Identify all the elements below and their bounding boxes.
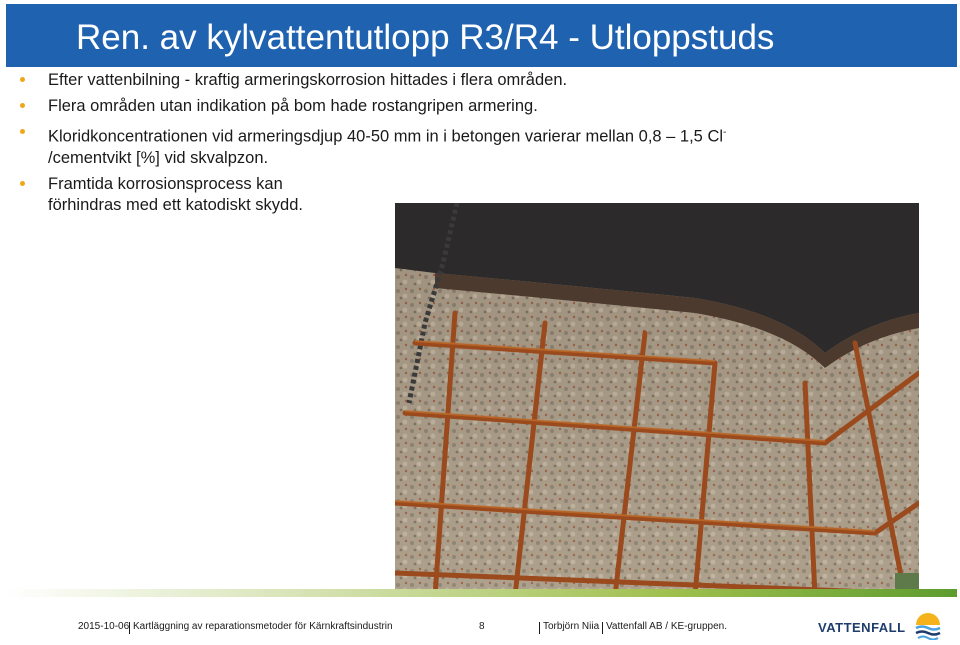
bullet-text-continued: förhindras med ett katodiskt skydd.: [48, 195, 303, 214]
bullet-text: Framtida korrosionsprocess kan: [48, 174, 283, 193]
bullet-item: [20, 70, 950, 91]
bullet-dot-icon: [20, 77, 25, 82]
bullet-text: Efter vattenbilning - kraftig armeringskorrosion hittades i flera områden.: [48, 71, 568, 89]
bullet-dot-icon: [20, 129, 25, 134]
footer-date: 2015-10-06: [78, 621, 130, 632]
footer-presentation: Kartläggning av reparationsmetoder för Kärnkraftsindustrin: [133, 621, 393, 632]
bullet-text: Kloridkoncentrationen vid armeringsdjup 40-50 mm in i betongen varierar mellan 0,8 – 1,5 Cl: [48, 127, 724, 146]
footer-separator: [539, 622, 540, 634]
slide-title: Ren. av kylvattentutlopp R3/R4 - Utloppstuds: [76, 18, 775, 57]
corroded-rebar-photo: [395, 203, 919, 596]
bullet-item: [20, 96, 950, 117]
title-bar: [6, 4, 957, 67]
bullet-text-continued: /cementvikt [%] vid skvalpzon.: [48, 148, 269, 167]
footer: [78, 621, 738, 635]
footer-accent-line: [6, 589, 957, 597]
logo-text: VATTENFALL: [818, 620, 906, 635]
footer-page-number: 8: [479, 621, 485, 632]
vattenfall-sun-icon: [914, 612, 942, 640]
bullet-dot-icon: [20, 103, 25, 108]
footer-separator: [129, 622, 130, 634]
vattenfall-logo: [818, 612, 943, 640]
superscript-minus: -: [723, 127, 727, 138]
bullet-item: [20, 122, 950, 169]
footer-separator: [602, 622, 603, 634]
bullet-text: Flera områden utan indikation på bom hade rostangripen armering.: [48, 97, 538, 115]
photo-illustration: [395, 203, 919, 596]
bullet-dot-icon: [20, 181, 25, 186]
footer-org: Vattenfall AB / KE-gruppen.: [606, 621, 728, 632]
footer-author: Torbjörn Niia: [543, 621, 600, 632]
bullet-list: [20, 70, 950, 221]
